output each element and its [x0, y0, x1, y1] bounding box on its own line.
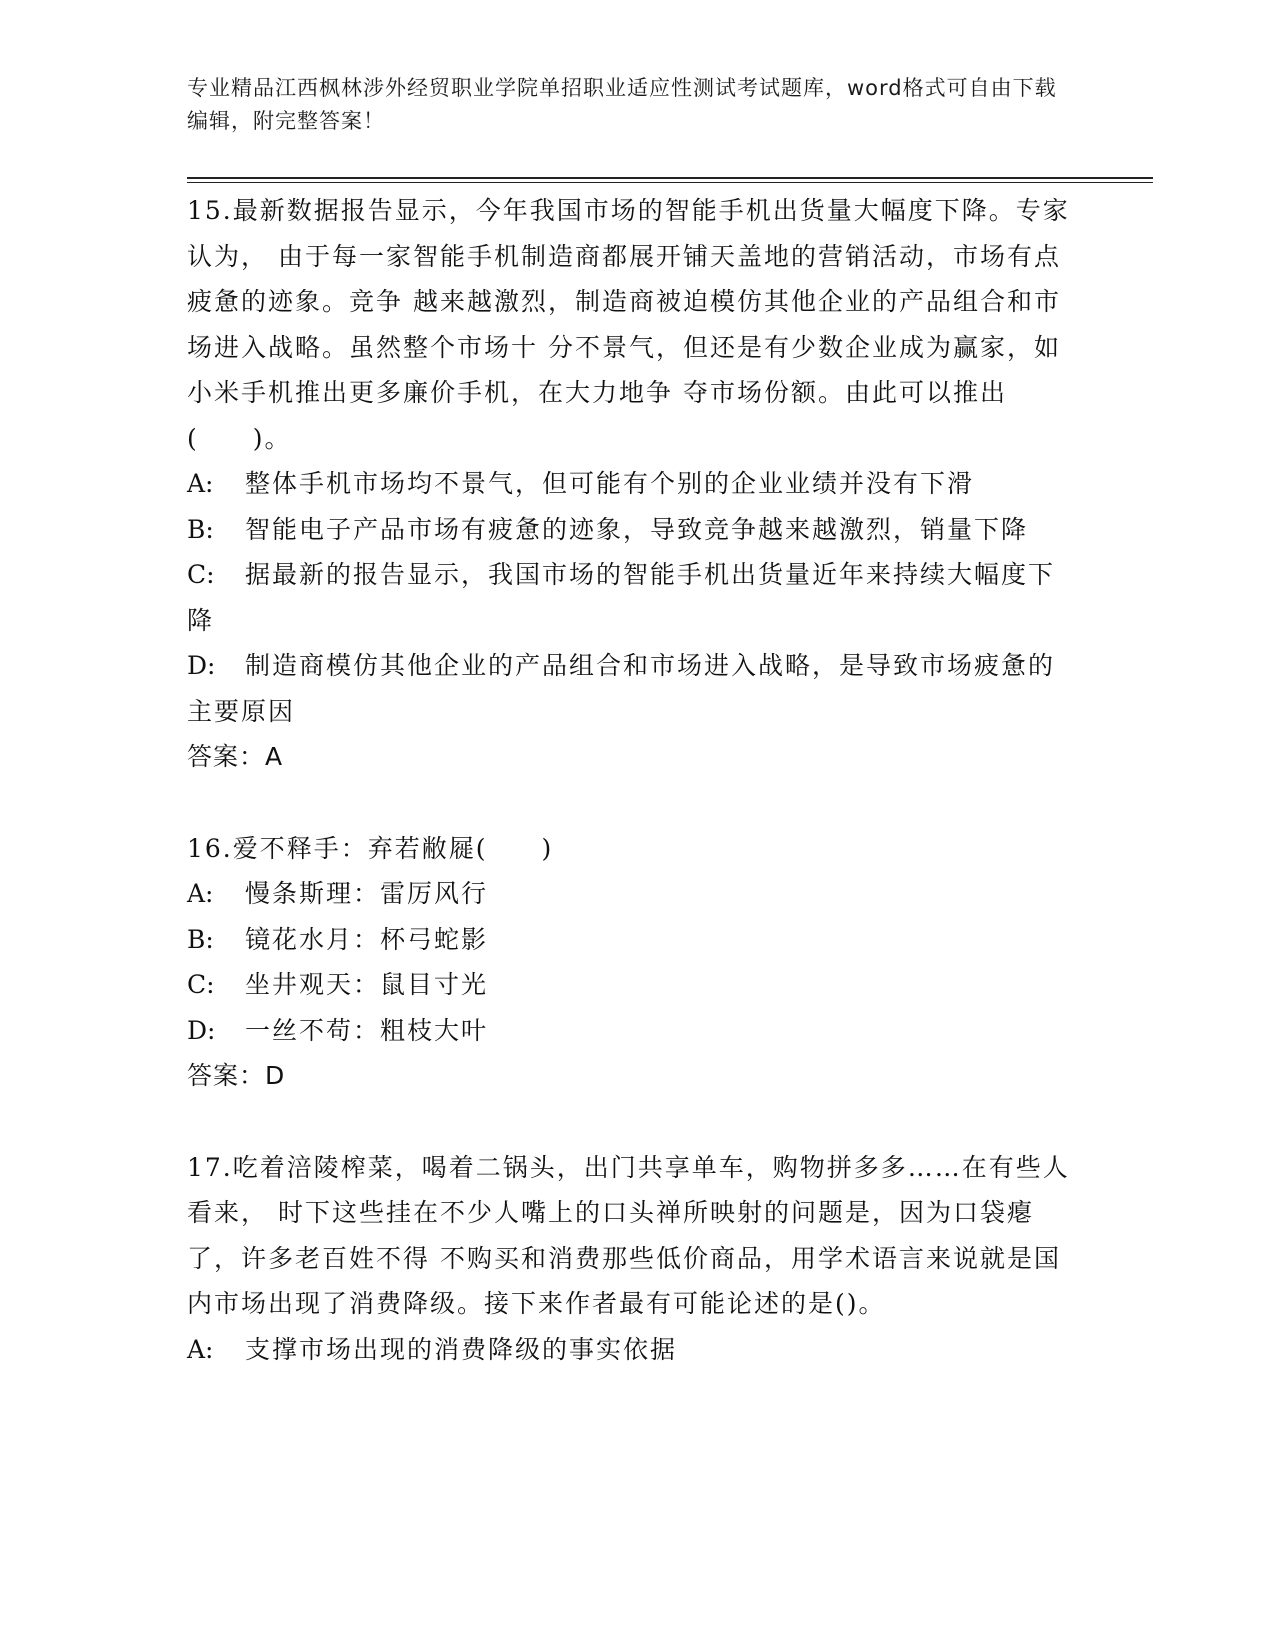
option-text: 智能电子产品市场有疲惫的迹象，导致竞争越来越激烈，销量下降	[245, 514, 1029, 544]
header-rule-thick	[187, 177, 1153, 179]
option-text: 坐井观天：鼠目寸光	[245, 970, 489, 999]
option-letter: D:	[187, 1015, 216, 1045]
option-letter: C:	[187, 560, 215, 589]
option-b	[187, 917, 1077, 963]
option-letter: D:	[187, 651, 216, 680]
option-text: 一丝不苟：粗枝大叶	[245, 1015, 489, 1045]
option-c	[187, 552, 1077, 643]
question-list	[187, 188, 1077, 1372]
question-stem: 15.最新数据报告显示，今年我国市场的智能手机出货量大幅度下降。专家认为， 由于每一家智能手机制造商都展开铺天盖地的营销活动，市场有点疲惫的迹象。竞争 越来越激烈，制造商被迫模仿其他企业的产品组合和市场进入战略。虽然整个市场十 分不景气，但还是有少数企业成为赢家，如小米手机推出更多廉价手机，在大力地争 夺市场份额。由此可以推出( )。	[187, 196, 1070, 453]
header-rule-thin	[187, 182, 1153, 183]
question-stem: 16.爱不释手：弃若敝屣( )	[187, 833, 554, 863]
option-b	[187, 507, 1077, 553]
option-a	[187, 461, 1077, 507]
header-text: 专业精品江西枫林涉外经贸职业学院单招职业适应性测试考试题库，word格式可自由下载编辑，附完整答案！	[187, 76, 1057, 133]
option-text: 支撑市场出现的消费降级的事实依据	[245, 1334, 678, 1364]
option-d	[187, 643, 1077, 734]
option-text: 慢条斯理：雷厉风行	[245, 879, 489, 908]
question-16	[187, 826, 1077, 1099]
option-text: 镜花水月：杯弓蛇影	[245, 924, 489, 954]
option-text: 据最新的报告显示，我国市场的智能手机出货量近年来持续大幅度下降	[187, 560, 1056, 635]
option-a	[187, 1327, 1077, 1373]
document-header	[187, 72, 1067, 138]
question-17	[187, 1145, 1077, 1373]
option-letter: A:	[187, 1334, 214, 1364]
option-letter: A:	[187, 879, 214, 908]
option-a	[187, 871, 1077, 917]
option-d	[187, 1008, 1077, 1054]
option-c	[187, 962, 1077, 1008]
option-letter: C:	[187, 970, 215, 999]
answer-line: 答案：D	[187, 1061, 286, 1090]
option-letter: B:	[187, 514, 214, 544]
question-stem: 17.吃着涪陵榨菜，喝着二锅头，出门共享单车，购物拼多多……在有些人看来， 时下这些挂在不少人嘴上的口头禅所映射的问题是，因为口袋瘪了，许多老百姓不得 不购买和消费那些低价商品，用学术语言来说就是国内市场出现了消费降级。接下来作者最有可能论述的是()。	[187, 1152, 1070, 1318]
option-letter: A:	[187, 469, 214, 498]
option-text: 制造商模仿其他企业的产品组合和市场进入战略，是导致市场疲惫的主要原因	[187, 651, 1056, 726]
answer-line: 答案：A	[187, 742, 284, 771]
option-text: 整体手机市场均不景气，但可能有个别的企业业绩并没有下滑	[245, 469, 975, 498]
question-15	[187, 188, 1077, 780]
option-letter: B:	[187, 924, 214, 954]
